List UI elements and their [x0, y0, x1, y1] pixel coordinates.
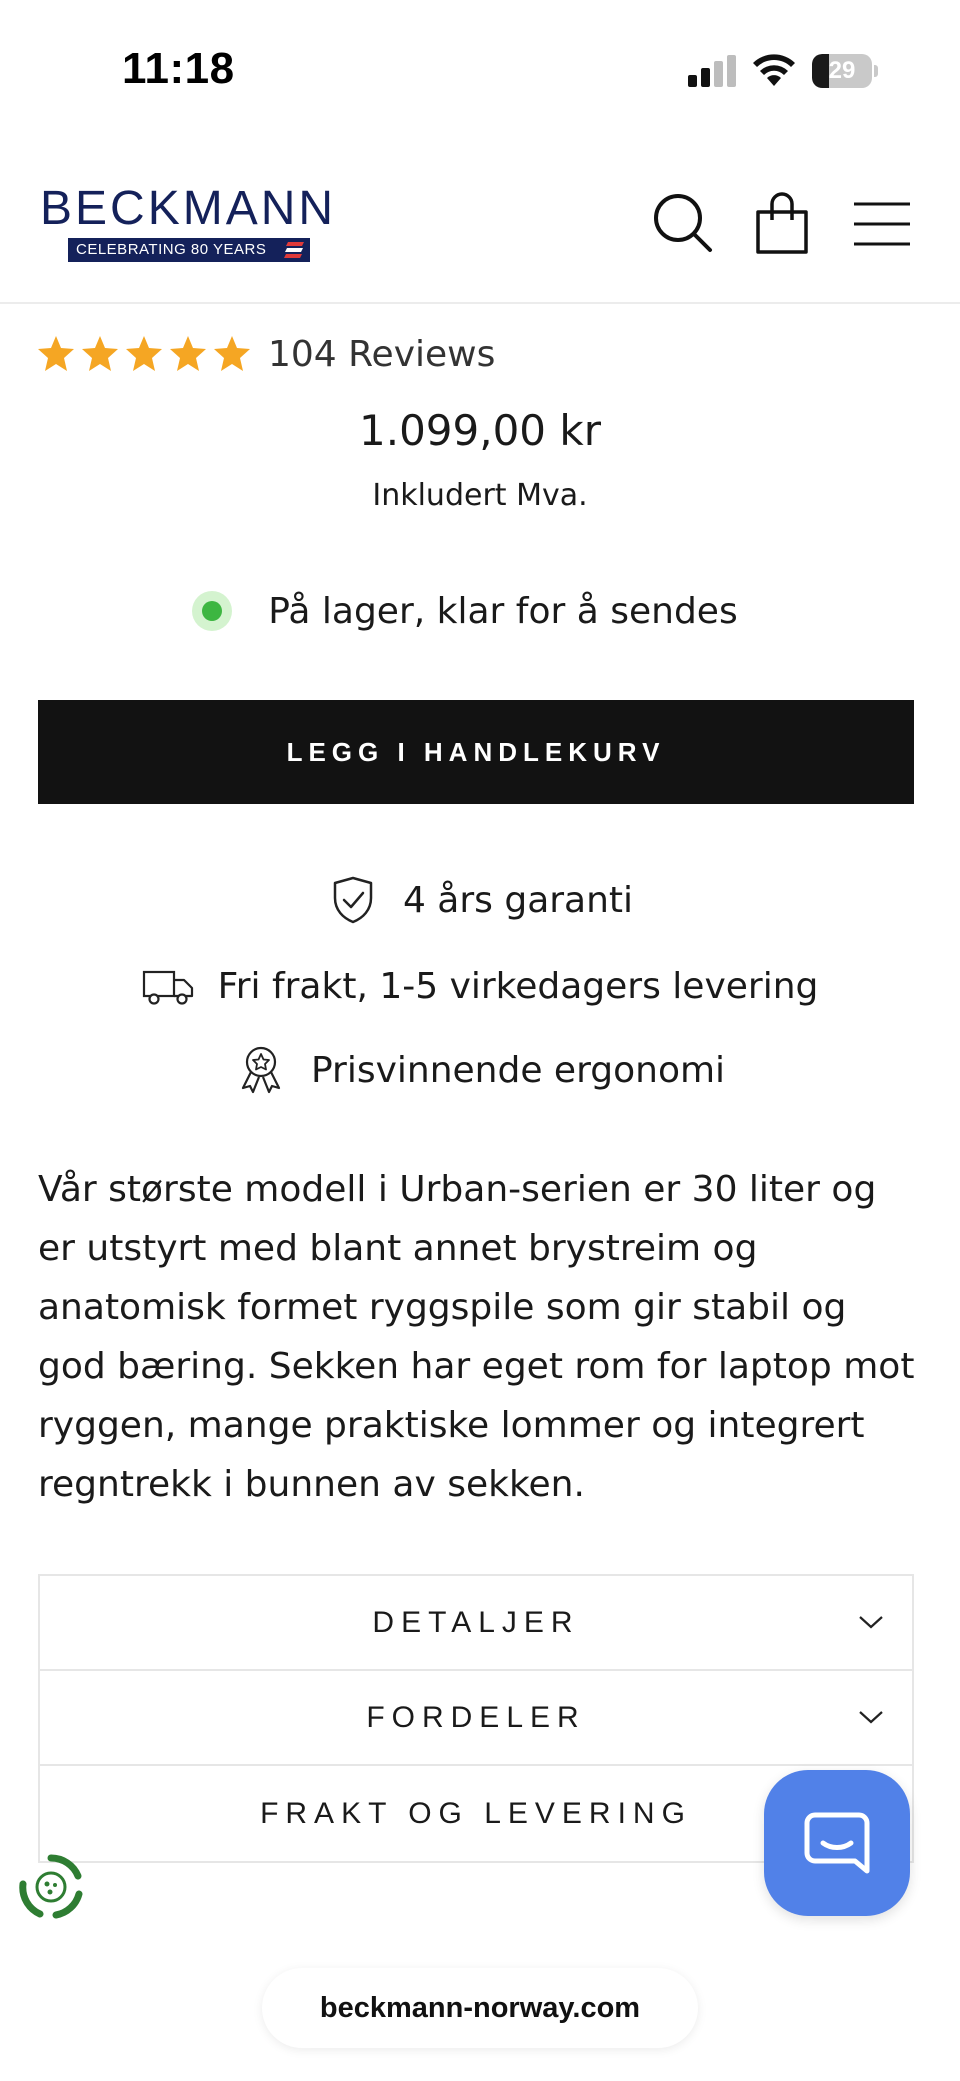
stock-status	[0, 586, 960, 636]
logo-tagline-bar	[68, 238, 310, 262]
battery-level: 29	[828, 57, 856, 84]
product-reviews[interactable]	[36, 330, 495, 378]
status-time: 11:18	[122, 44, 235, 93]
cart-button[interactable]	[750, 190, 814, 254]
shield-check-icon	[327, 874, 379, 926]
wifi-icon	[752, 52, 796, 88]
chevron-down-icon	[858, 1707, 884, 1727]
cart-icon	[750, 190, 814, 254]
menu-icon	[850, 190, 914, 254]
search-icon	[650, 190, 714, 254]
flag-stripes-icon	[284, 242, 304, 258]
accordion-item-details[interactable]	[40, 1576, 912, 1671]
accordion-label: FRAKT OG LEVERING	[260, 1796, 692, 1830]
star-icon	[124, 334, 164, 374]
status-bar	[0, 0, 960, 140]
accordion-label: FORDELER	[366, 1700, 586, 1734]
eco-recycle-badge-icon[interactable]	[16, 1852, 86, 1922]
award-ribbon-icon	[235, 1044, 287, 1096]
vat-note: Inkludert Mva.	[372, 478, 588, 513]
cellular-signal-icon	[688, 55, 738, 87]
chevron-down-icon	[858, 1612, 884, 1632]
product-price: 1.099,00 kr	[359, 406, 601, 455]
star-rating	[36, 334, 252, 374]
chat-button[interactable]	[764, 1770, 910, 1916]
perk-warranty-text: 4 års garanti	[402, 879, 634, 921]
stock-indicator-icon	[192, 591, 232, 631]
menu-button[interactable]	[850, 190, 914, 254]
star-icon	[80, 334, 120, 374]
search-button[interactable]	[650, 190, 714, 254]
site-header	[0, 140, 960, 304]
chat-bubble-icon	[799, 1805, 875, 1881]
star-icon	[36, 334, 76, 374]
perk-warranty	[0, 870, 960, 930]
perk-ergonomics	[0, 1040, 960, 1100]
accordion-item-benefits[interactable]	[40, 1671, 912, 1766]
perk-ergonomics-text: Prisvinnende ergonomi	[310, 1049, 726, 1091]
perk-shipping	[0, 956, 960, 1016]
reviews-count: 104 Reviews	[268, 333, 496, 375]
product-description: Vår største modell i Urban-serien er 30 liter og er utstyrt med blant annet brystreim og anatomisk formet ryggspile som gir stabil og god bæring. Sekken har eget rom for laptop mot ryggen, mange praktiske lommer og integrert regntrekk i bunnen av sekken.	[38, 1169, 915, 1505]
truck-icon	[142, 960, 194, 1012]
brand-logo[interactable]	[40, 184, 340, 266]
star-icon	[168, 334, 208, 374]
perk-shipping-text: Fri frakt, 1-5 virkedagers levering	[217, 965, 819, 1007]
accordion-label: DETALJER	[372, 1605, 580, 1639]
logo-tagline: CELEBRATING 80 YEARS	[76, 241, 267, 258]
battery-icon	[812, 54, 878, 88]
add-to-cart-button[interactable]: LEGG I HANDLEKURV	[38, 700, 914, 804]
stock-status-text: På lager, klar for å sendes	[268, 590, 738, 632]
logo-wordmark: BECKMANN	[40, 182, 337, 235]
browser-url-bar[interactable]: beckmann-norway.com	[262, 1968, 698, 2048]
star-icon	[212, 334, 252, 374]
